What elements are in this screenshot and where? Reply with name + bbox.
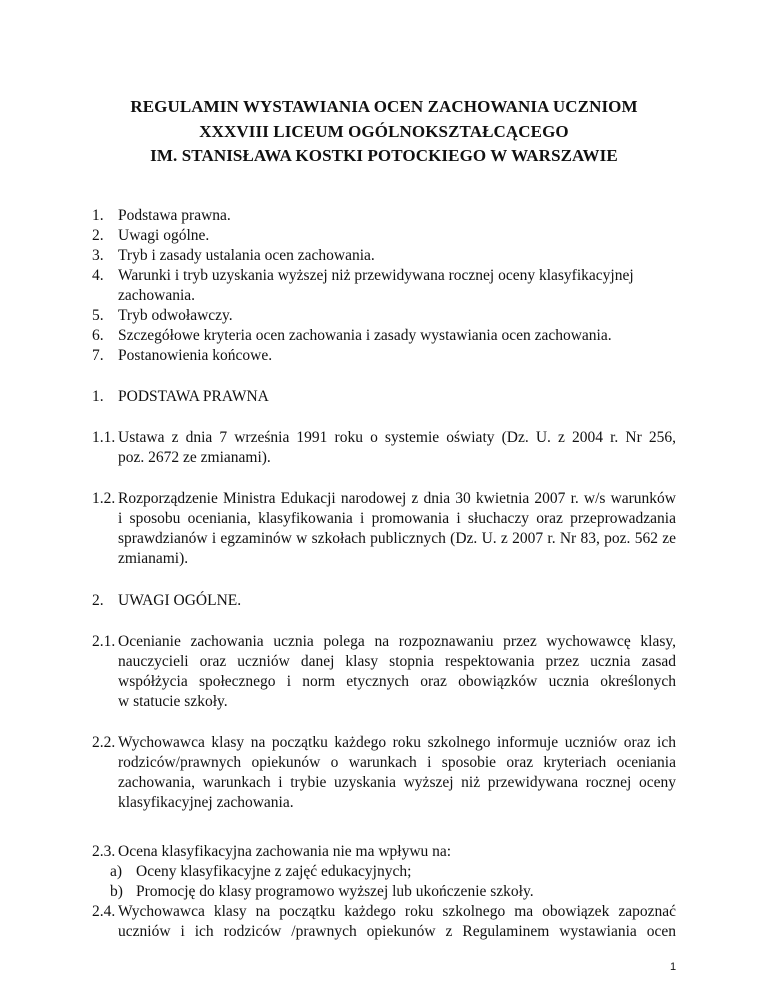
toc-item: Szczegółowe kryteria ocen zachowania i zasady wystawiania ocen zachowania.: [118, 327, 612, 344]
paragraph-line: Ocena klasyfikacyjna zachowania nie ma wpływu na:: [118, 843, 452, 860]
toc-item: Tryb odwoławczy.: [118, 307, 233, 324]
paragraph-number: 2.3.: [92, 843, 116, 860]
paragraph-number: 1.2.: [92, 490, 116, 507]
paragraph-line: klasyfikacyjnej zachowania.: [118, 794, 294, 811]
page-number: 1: [670, 961, 677, 973]
toc-number: 6.: [92, 327, 104, 344]
section-number: 2.: [92, 592, 104, 609]
paragraph-line: Ustawa z dnia 7 września 1991 roku o systemie oświaty (Dz. U. z 2004 r. Nr 256,: [118, 429, 676, 446]
list-label: b): [110, 883, 123, 900]
paragraph-number: 1.1.: [92, 429, 116, 446]
section-heading: PODSTAWA PRAWNA: [118, 388, 269, 405]
paragraph-line: Wychowawca klasy na początku każdego roku szkolnego informuje uczniów oraz ich: [118, 734, 676, 751]
toc-number: 7.: [92, 347, 104, 364]
paragraph-number: 2.1.: [92, 633, 116, 650]
list-label: a): [110, 863, 123, 880]
section-number: 1.: [92, 388, 104, 405]
paragraph-line: zmianami).: [118, 550, 189, 567]
paragraph-line: rodziców/prawnych opiekunów o warunkach i sposobie oraz kryteriach oceniania: [118, 754, 676, 771]
paragraph-number: 2.4.: [92, 903, 116, 920]
toc-item-continuation: zachowania.: [118, 287, 196, 304]
toc-item: Uwagi ogólne.: [118, 227, 210, 244]
list-item: Promocję do klasy programowo wyższej lub ukończenie szkoły.: [136, 883, 534, 900]
toc-number: 1.: [92, 207, 104, 224]
toc-number: 5.: [92, 307, 104, 324]
paragraph-line: uczniów i ich rodziców /prawnych opiekunów z Regulaminem wystawiania ocen: [118, 923, 676, 940]
toc-item: Tryb i zasady ustalania ocen zachowania.: [118, 247, 375, 264]
paragraph-line: w statucie szkoły.: [118, 693, 228, 710]
document-title-line-1: REGULAMIN WYSTAWIANIA OCEN ZACHOWANIA UCZNIOM: [130, 97, 638, 116]
paragraph-line: nauczycieli oraz uczniów danej klasy stopnia respektowania przez ucznia zasad: [118, 653, 676, 670]
paragraph-line: Rozporządzenie Ministra Edukacji narodowej z dnia 30 kwietnia 2007 r. w/s warunków: [118, 490, 676, 507]
paragraph-line: sprawdzianów i egzaminów w szkołach publicznych (Dz. U. z 2007 r. Nr 83, poz. 562 ze: [118, 530, 676, 547]
paragraph-line: współżycia społecznego i norm etycznych oraz obowiązków ucznia określonych: [118, 673, 676, 690]
paragraph-line: Wychowawca klasy na początku każdego roku szkolnego ma obowiązek zapoznać: [118, 903, 676, 920]
toc-number: 2.: [92, 227, 104, 244]
paragraph-line: poz. 2672 ze zmianami).: [118, 449, 271, 466]
list-item: Oceny klasyfikacyjne z zajęć edukacyjnych;: [136, 863, 412, 880]
toc-item: Postanowienia końcowe.: [118, 347, 273, 364]
paragraph-line: i sposobu oceniania, klasyfikowania i promowania i słuchaczy oraz przeprowadzania: [118, 510, 676, 527]
paragraph-line: zachowania, warunkach i trybie uzyskania wyższej niż przewidywana rocznej oceny: [118, 774, 676, 791]
document-title-line-2: XXXVIII LICEUM OGÓLNOKSZTAŁCĄCEGO: [199, 122, 569, 141]
toc-number: 4.: [92, 267, 104, 284]
section-heading: UWAGI OGÓLNE.: [118, 592, 242, 609]
paragraph-line: Ocenianie zachowania ucznia polega na rozpoznawaniu przez wychowawcę klasy,: [118, 633, 676, 650]
toc-item: Warunki i tryb uzyskania wyższej niż przewidywana rocznej oceny klasyfikacyjnej: [118, 267, 634, 284]
document-title-line-3: IM. STANISŁAWA KOSTKI POTOCKIEGO W WARSZAWIE: [150, 146, 618, 165]
toc-number: 3.: [92, 247, 104, 264]
paragraph-number: 2.2.: [92, 734, 116, 751]
toc-item: Podstawa prawna.: [118, 207, 231, 224]
